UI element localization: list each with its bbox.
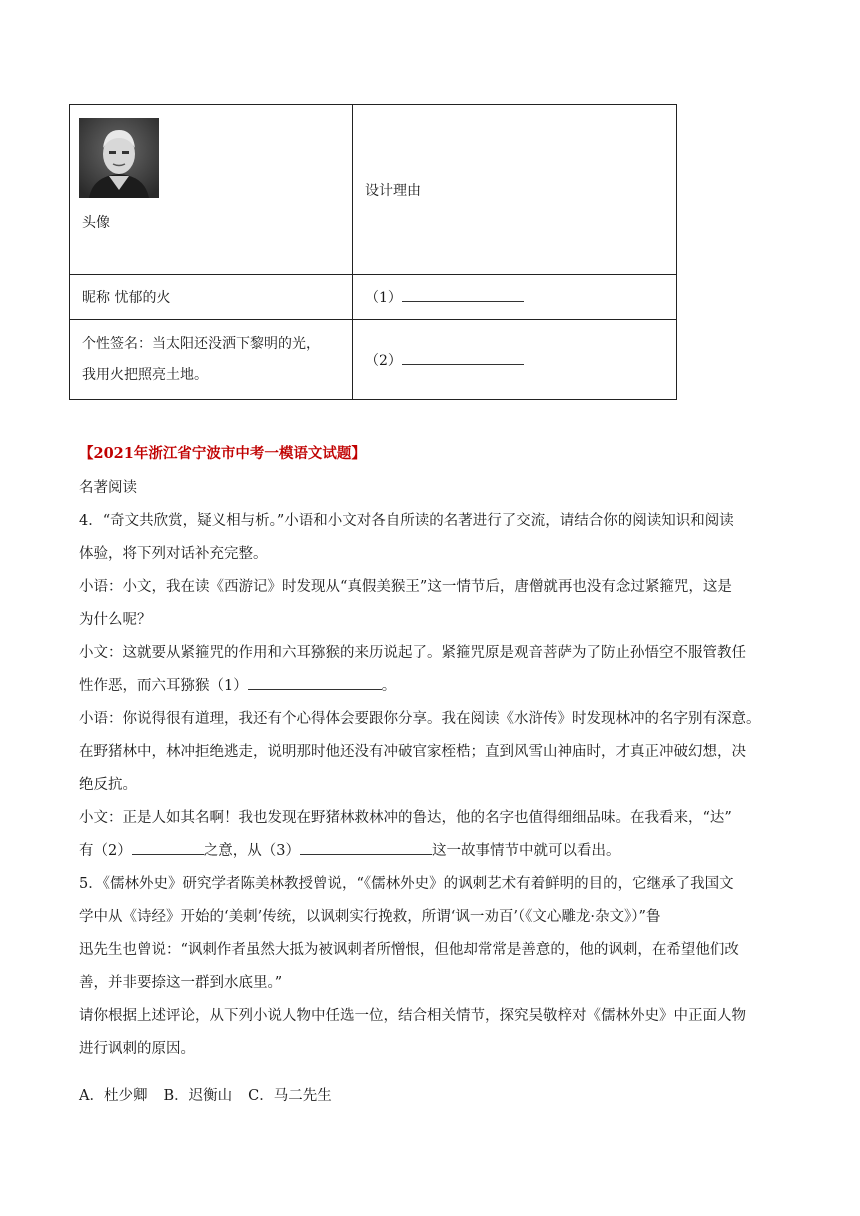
q4-line-3: 小语：小文，我在读《西游记》时发现从“真假美猴王”这一情节后，唐僧就再也没有念过紧箍咒，这是: [79, 579, 732, 595]
answer2-label: （2）: [365, 352, 402, 369]
q4-line-5: 小文：这就要从紧箍咒的作用和六耳猕猴的来历说起了。紧箍咒原是观音菩萨为了防止孙悟空不服管教任: [79, 645, 746, 661]
signature-cell: [70, 320, 353, 400]
option-c[interactable]: C．马二先生: [248, 1088, 332, 1104]
nickname-text: 昵称 忧郁的火: [82, 290, 171, 306]
q4-line-11c: 这一故事情节中就可以看出。: [431, 843, 621, 859]
design-reason-label: 设计理由: [365, 182, 421, 199]
q5-line-1: 5．《儒林外史》研究学者陈美林教授曾说，“《儒林外史》的讽刺艺术有着鲜明的目的，它继承了我国文: [79, 876, 734, 892]
answer2-blank[interactable]: [402, 350, 524, 365]
q4-line-11: [79, 839, 620, 860]
q5-line-4: 善，并非要捺这一群到水底里。”: [79, 975, 283, 991]
q4-line-6b: 。: [381, 678, 397, 694]
signature-line-2: 我用火把照亮土地。: [82, 366, 208, 383]
q5-line-2: 学中从《诗经》开始的‘美刺’传统，以讽刺实行挽救，所谓‘讽一劝百’（《文心雕龙·杂文》）”鲁: [79, 909, 661, 925]
answer1-cell: [353, 275, 677, 320]
q4-line-9: 绝反抗。: [79, 777, 137, 793]
answer1-label: （1）: [365, 290, 402, 306]
q5-options: [79, 1084, 332, 1105]
nickname-cell: [70, 275, 353, 320]
q4-line-4: 为什么呢？: [79, 612, 152, 628]
avatar-cell: [70, 105, 353, 275]
q4-line-10: 小文：正是人如其名啊！我也发现在野猪林救林冲的鲁达，他的名字也值得细细品味。在我看来，“达”: [79, 810, 732, 826]
q4-line-7: 小语：你说得很有道理，我还有个心得体会要跟你分享。我在阅读《水浒传》时发现林冲的名字别有深意。: [79, 711, 761, 727]
q4-blank-3[interactable]: [300, 841, 432, 855]
q4-line-2: 体验，将下列对话补充完整。: [79, 546, 268, 562]
q5-line-3: 迅先生也曾说：“讽刺作者虽然大抵为被讽刺者所憎恨，但他却常常是善意的，他的讽刺，在希望他们改: [79, 942, 739, 958]
section-heading: 【2021年浙江省宁波市中考一模语文试题】: [79, 445, 366, 462]
q4-line-1: 4．“奇文共欣赏，疑义相与析。”小语和小文对各自所读的名著进行了交流，请结合你的阅读知识和阅读: [79, 513, 734, 529]
portrait-image: [79, 118, 159, 198]
q4-blank-2[interactable]: [132, 841, 204, 855]
profile-table: [69, 104, 677, 400]
answer2-cell: [353, 320, 677, 400]
answer1-blank[interactable]: [402, 287, 524, 302]
q4-line-6: [79, 674, 396, 695]
section-subheading: 名著阅读: [79, 480, 137, 496]
q4-line-6a: 性作恶，而六耳猕猴（1）: [79, 678, 248, 694]
design-reason-cell: [353, 105, 677, 275]
q4-blank-1[interactable]: [248, 676, 382, 690]
option-a[interactable]: A．杜少卿: [79, 1088, 148, 1104]
signature-line-1: 个性签名：当太阳还没洒下黎明的光，: [82, 335, 320, 352]
q5-line-5: 请你根据上述评论，从下列小说人物中任选一位，结合相关情节，探究吴敬梓对《儒林外史》中正面人物: [79, 1008, 746, 1024]
q4-line-11b: 之意，从（3）: [203, 843, 300, 859]
q5-line-6: 进行讽刺的原因。: [79, 1041, 195, 1057]
q4-line-8: 在野猪林中，林冲拒绝逃走，说明那时他还没有冲破官家桎梏；直到风雪山神庙时，才真正冲破幻想，决: [79, 744, 746, 760]
q4-line-11a: 有（2）: [79, 843, 132, 859]
avatar-caption: 头像: [82, 214, 110, 231]
option-b[interactable]: B．迟衡山: [163, 1088, 233, 1104]
